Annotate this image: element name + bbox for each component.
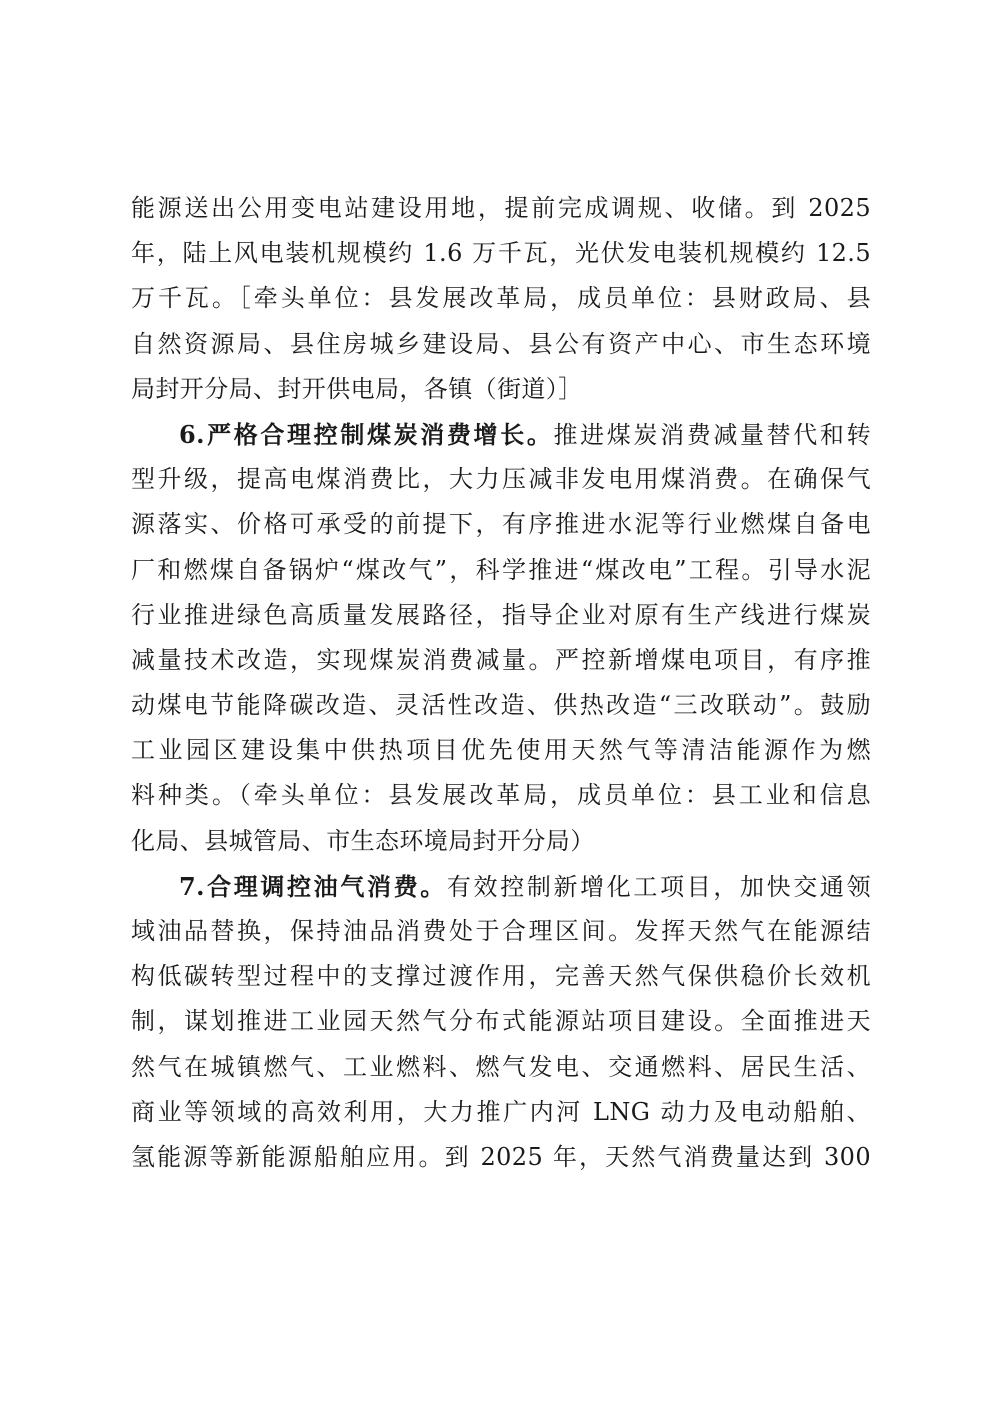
text-line: 能源送出公用变电站建设用地，提前完成调规、收储。到 2025 xyxy=(131,194,871,222)
text-line: 动煤电节能降碳改造、灵活性改造、供热改造“三改联动”。鼓励 xyxy=(131,691,871,720)
text-line: 化局、县城管局、市生态环境局封开分局） xyxy=(131,826,595,855)
text-line: 减量技术改造，实现煤炭消费减量。严控新增煤电项目，有序推 xyxy=(131,645,871,674)
text-line: 厂和燃煤自备锅炉“煤改气”，科学推进“煤改电”工程。引导水泥 xyxy=(131,555,871,584)
text-line: 然气在城镇燃气、工业燃料、燃气发电、交通燃料、居民生活、 xyxy=(131,1052,871,1081)
text-line: 局封开分局、封开供电局，各镇（街道）］ xyxy=(131,374,583,403)
text-line: 年，陆上风电装机规模约 1.6 万千瓦，光伏发电装机规模约 12.5 xyxy=(131,239,871,268)
paragraph-continuation xyxy=(131,186,871,412)
text-line: 行业推进绿色高质量发展路径，指导企业对原有生产线进行煤炭 xyxy=(131,600,871,629)
text-line: 源落实、价格可承受的前提下，有序推进水泥等行业燃煤自备电 xyxy=(131,510,871,539)
text-line: 型升级，提高电煤消费比，大力压减非发电用煤消费。在确保气 xyxy=(131,465,871,494)
text-line: 构低碳转型过程中的支撑过渡作用，完善天然气保供稳价长效机 xyxy=(131,962,871,991)
text-line: 氢能源等新能源船舶应用。到 2025 年，天然气消费量达到 300 xyxy=(131,1142,871,1171)
document-body xyxy=(131,186,871,1180)
text-line: 万千瓦。［牵头单位：县发展改革局，成员单位：县财政局、县 xyxy=(131,284,871,313)
paragraph-oil-gas-consumption xyxy=(131,864,871,1180)
section-heading-6: 6.严格合理控制煤炭消费增长。 xyxy=(179,419,554,449)
section-heading-7: 7.合理调控油气消费。 xyxy=(179,871,447,901)
text-line: 制，谋划推进工业园天然气分布式能源站项目建设。全面推进天 xyxy=(131,1007,871,1036)
text-run: 推进煤炭消费减量替代和转 xyxy=(553,420,871,449)
text-run: 有效控制新增化工项目，加快交通领 xyxy=(446,872,871,901)
text-line: 自然资源局、县住房城乡建设局、县公有资产中心、市生态环境 xyxy=(131,329,871,358)
text-line: 域油品替换，保持油品消费处于合理区间。发挥天然气在能源结 xyxy=(131,917,871,945)
text-line: 商业等领域的高效利用，大力推广内河 LNG 动力及电动船舶、 xyxy=(131,1097,871,1126)
paragraph-coal-consumption xyxy=(131,412,871,864)
text-line: 料种类。（牵头单位：县发展改革局，成员单位：县工业和信息 xyxy=(131,781,871,810)
text-line-first xyxy=(131,864,871,909)
text-line-first xyxy=(131,412,871,457)
text-line: 工业园区建设集中供热项目优先使用天然气等清洁能源作为燃 xyxy=(131,736,871,765)
